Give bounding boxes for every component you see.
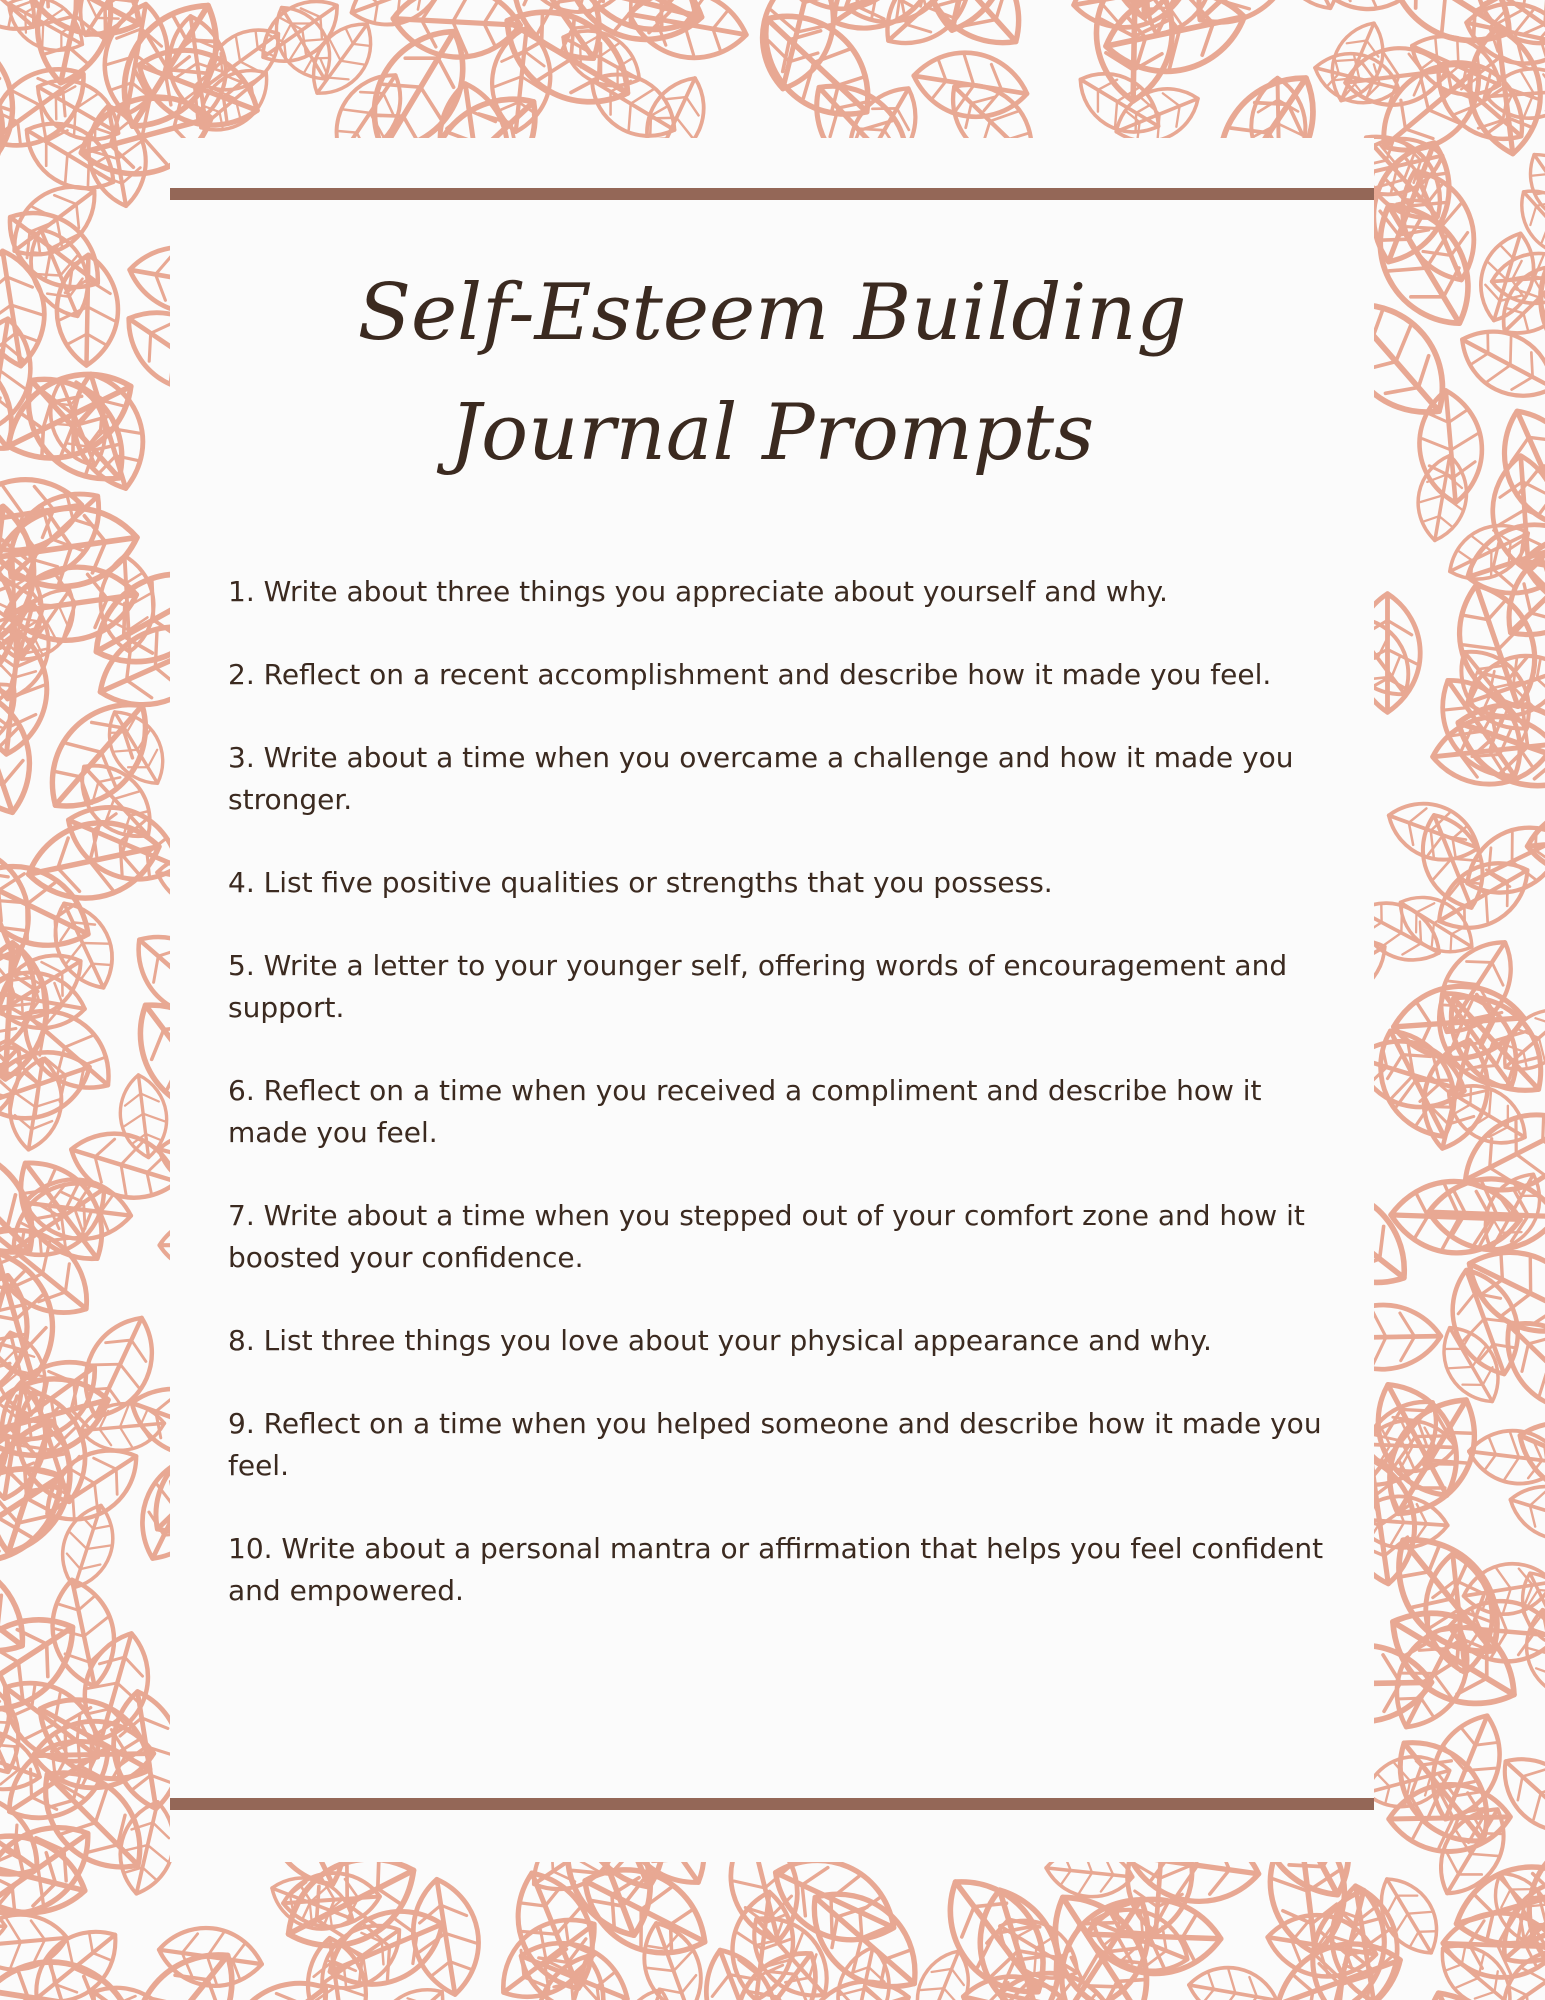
leaf-icon bbox=[624, 0, 752, 67]
prompt-item: 4. List five positive qualities or strengths that you possess. bbox=[228, 866, 1053, 899]
prompt-item: 10. Write about a personal mantra or affirmation that helps you feel confident and empowered. bbox=[228, 1532, 1324, 1607]
bottom-divider bbox=[170, 1798, 1374, 1810]
leaf-icon bbox=[1466, 1425, 1545, 1489]
prompt-item: 7. Write about a time when you stepped out of your comfort zone and how it boosted your confidence. bbox=[228, 1199, 1305, 1274]
leaf-icon bbox=[1523, 211, 1545, 358]
leaf-icon bbox=[1470, 226, 1545, 328]
leaf-icon bbox=[1515, 141, 1545, 236]
title-line-2: Journal Prompts bbox=[449, 388, 1095, 478]
prompt-item: 1. Write about three things you appreciate about yourself and why. bbox=[228, 575, 1168, 608]
prompt-list bbox=[228, 571, 1338, 1653]
leaf-icon bbox=[1503, 1476, 1545, 1551]
leaf-icon bbox=[1449, 314, 1545, 412]
leaf-icon bbox=[21, 811, 167, 911]
leaf-icon bbox=[1408, 805, 1497, 918]
leaf-icon bbox=[1519, 1605, 1545, 1699]
prompt-item: 3. Write about a time when you overcame a challenge and how it made you stronger. bbox=[228, 741, 1294, 816]
prompt-item: 6. Reflect on a time when you received a compliment and describe how it made you feel. bbox=[228, 1074, 1262, 1149]
prompt-item: 9. Reflect on a time when you helped someone and describe how it made you feel. bbox=[228, 1407, 1322, 1482]
top-divider bbox=[170, 188, 1374, 200]
leaf-icon bbox=[1098, 0, 1252, 84]
prompt-item: 5. Write a letter to your younger self, offering words of encouragement and support. bbox=[228, 949, 1288, 1024]
leaf-icon bbox=[1415, 388, 1487, 506]
prompt-item: 8. List three things you love about your physical appearance and why. bbox=[228, 1324, 1212, 1357]
content-panel bbox=[170, 138, 1374, 1862]
prompt-item: 2. Reflect on a recent accomplishment and describe how it made you feel. bbox=[228, 658, 1272, 691]
page-title bbox=[170, 253, 1374, 493]
title-line-1: Self-Esteem Building bbox=[357, 268, 1187, 358]
leaf-icon bbox=[1185, 1961, 1281, 2000]
